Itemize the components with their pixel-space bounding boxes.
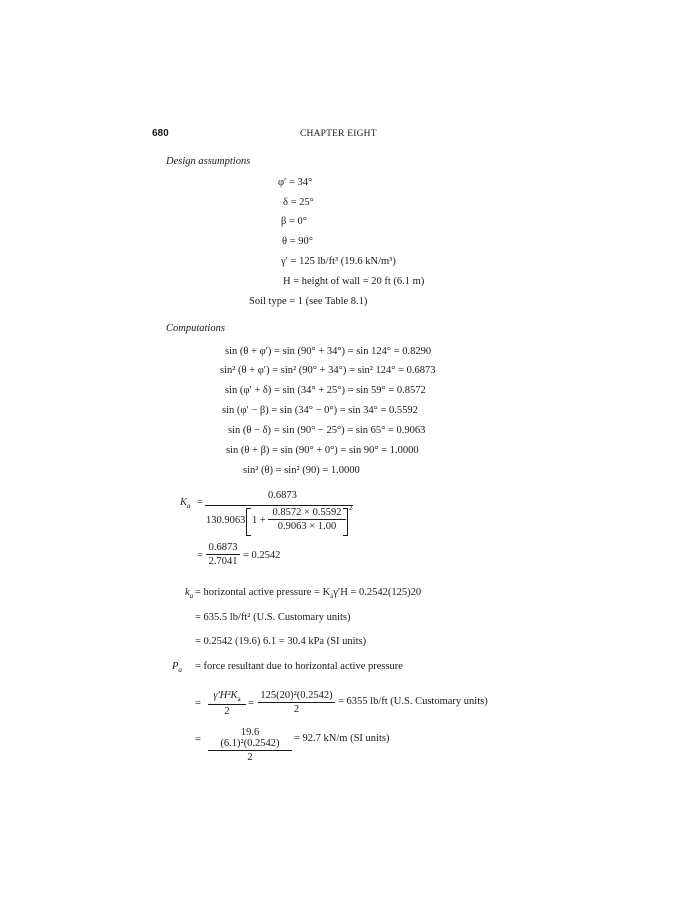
kh-si-result: = 0.2542 (19.6) 6.1 = 30.4 kPa (SI units) <box>195 636 367 647</box>
ka-numerator: 0.6873 <box>268 490 297 501</box>
page-number: 680 <box>152 128 169 139</box>
right-bracket <box>343 508 348 536</box>
left-bracket <box>246 508 251 536</box>
pa-equals-1: = <box>195 698 201 709</box>
ka-result-fraction: 0.6873 2.7041 <box>206 542 240 567</box>
assumption-line: β = 0° <box>281 216 307 227</box>
pa-equals-3: = <box>195 734 201 745</box>
assumption-line: φ′ = 34° <box>278 177 313 188</box>
pa-si-result: = 92.7 kN/m (SI units) <box>294 733 390 744</box>
ka-symbol: $K_a$ <box>180 497 191 511</box>
computation-line: sin (φ′ + δ) = sin (34° + 25°) = sin 59° = 0.8572 <box>225 385 426 396</box>
computation-line: sin² (θ + φ′) = sin² (90° + 34°) = sin² 124° = 0.6873 <box>220 365 436 376</box>
kh-us-result: = 635.5 lb/ft² (U.S. Customary units) <box>195 612 351 623</box>
pa-si-fraction: 19.6 (6.1)²(0.2542) 2 <box>208 727 292 763</box>
assumption-line: H = height of wall = 20 ft (6.1 m) <box>283 276 425 287</box>
computation-line: sin (θ + β) = sin (90° + 0°) = sin 90° = 1.0000 <box>226 445 419 456</box>
chapter-title: CHAPTER EIGHT <box>300 129 377 139</box>
assumption-line: Soil type = 1 (see Table 8.1) <box>249 296 368 307</box>
computation-line: sin² (θ) = sin² (90) = 1.0000 <box>243 465 360 476</box>
kh-symbol: $k_a$ <box>185 587 194 601</box>
pa-symbol: $P_a$ <box>172 661 182 675</box>
ka-denominator-coefficient: 130.9063 <box>206 515 246 526</box>
computation-line: sin (θ − δ) = sin (90° − 25°) = sin 65° = 0.9063 <box>228 425 426 436</box>
computations-heading: Computations <box>166 323 225 334</box>
pa-equals-2: = <box>248 698 254 709</box>
ka-result-equals: = <box>197 550 203 561</box>
computation-line: sin (θ + φ′) = sin (90° + 34°) = sin 124° = 0.8290 <box>225 346 432 357</box>
ka-exponent: 2 <box>349 504 353 512</box>
assumption-line: γ′ = 125 lb/ft³ (19.6 kN/m³) <box>281 256 396 267</box>
ka-fraction-bar <box>205 505 353 506</box>
ka-equals: = <box>197 497 203 508</box>
pa-symbolic-fraction: $\gamma'H^2K_a$ 2 <box>208 690 246 717</box>
assumption-line: δ = 25° <box>283 197 314 208</box>
one-plus: 1 + <box>252 515 266 526</box>
pa-us-fraction: 125(20)²(0.2542) 2 <box>258 690 335 715</box>
kh-definition: = horizontal active pressure = $K_a\gamma'H = 0.2542(125)20$ <box>195 587 422 601</box>
ka-result-value: = 0.2542 <box>243 550 281 561</box>
pa-definition: = force resultant due to horizontal active pressure <box>195 661 403 672</box>
pa-us-result: = 6355 lb/ft (U.S. Customary units) <box>338 696 488 707</box>
assumption-line: θ = 90° <box>282 236 313 247</box>
design-assumptions-heading: Design assumptions <box>166 156 251 167</box>
computation-line: sin (φ′ − β) = sin (34° − 0°) = sin 34° = 0.5592 <box>222 405 418 416</box>
ka-inner-fraction: 0.8572 × 0.5592 0.9063 × 1.00 <box>268 507 346 532</box>
